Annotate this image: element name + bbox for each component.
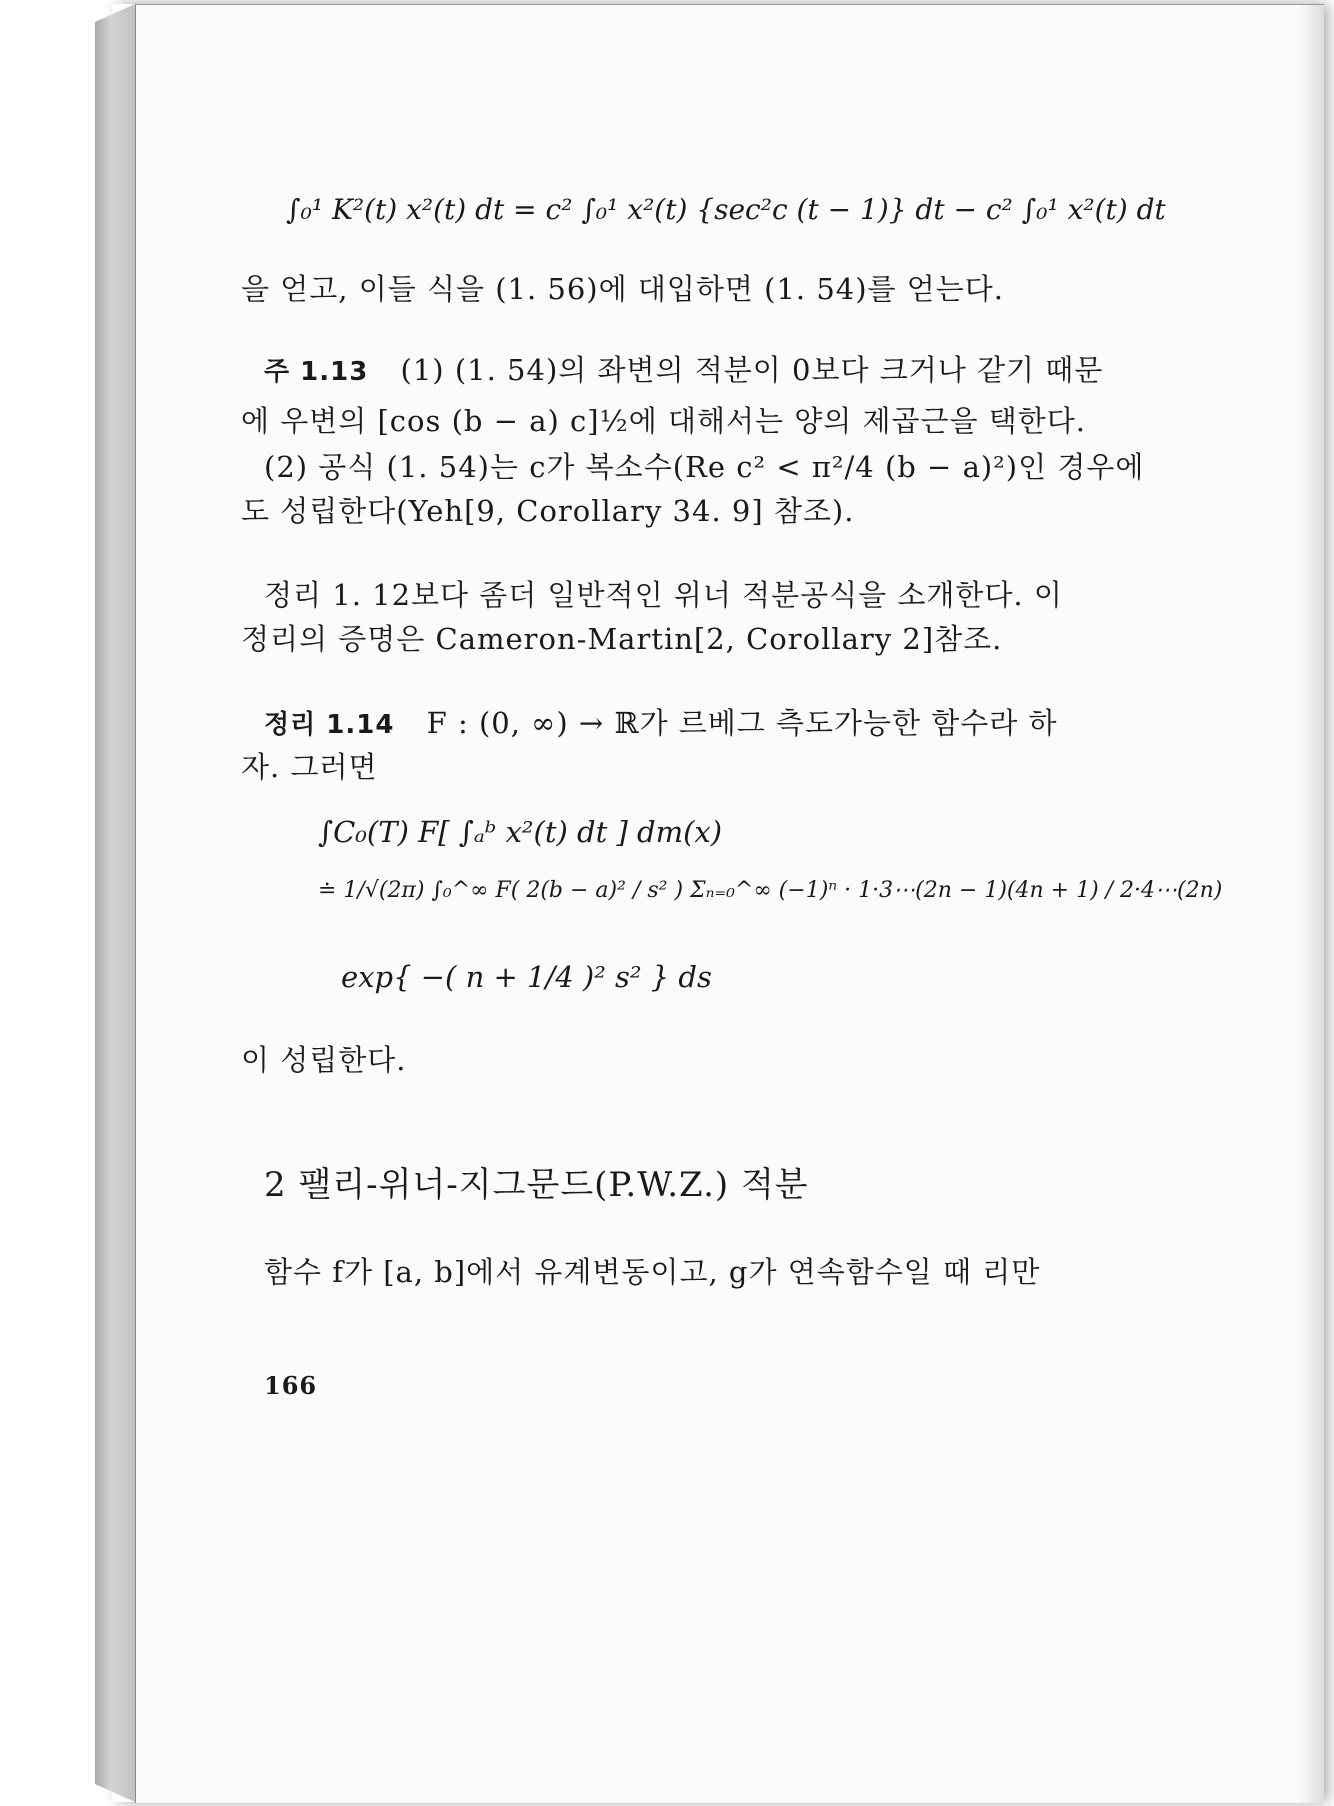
page-number: 166 [264,1371,318,1400]
theorem-first-line [264,701,1058,742]
remark-line-4: 도 성립한다(Yeh[9, Corollary 34. 9] 참조). [241,494,855,528]
book-page [135,4,1324,1803]
paragraph-obtain-1-54: 을 얻고, 이들 식을 (1. 56)에 대입하면 (1. 54)를 얻는다. [241,272,1005,306]
paragraph-general-formula-line-1: 정리 1. 12보다 좀더 일반적인 위너 적분공식을 소개한다. 이 [264,578,1063,612]
section-first-line: 함수 f가 [a, b]에서 유계변동이고, g가 연속함수일 때 리만 [264,1255,1041,1289]
theorem-conclusion: 이 성립한다. [241,1043,407,1077]
remark-line-1: (1) (1. 54)의 좌변의 적분이 0보다 크거나 같기 때문 [400,353,1104,387]
theorem-equation-line-1: ∫C₀(T) F[ ∫ₐᵇ x²(t) dt ] dm(x) [318,815,723,849]
remark-label: 주 1.13 [264,357,369,387]
equation-k-squared: ∫₀¹ K²(t) x²(t) dt = c² ∫₀¹ x²(t) {sec²c (t − 1)} dt − c² ∫₀¹ x²(t) dt [286,193,1166,226]
theorem-equation-line-3: exp{ −( n + 1/4 )² s² } ds [341,960,712,994]
book-spine-edge [95,4,135,1802]
theorem-equation-line-2: ≐ 1/√(2π) ∫₀^∞ F( 2(b − a)² / s² ) Σₙ₌₀^∞ (−1)ⁿ · 1·3⋯(2n − 1)(4n + 1) / 2·4⋯(2n) [318,878,1223,903]
theorem-line-2: 자. 그러면 [241,750,378,784]
remark-line-3: (2) 공식 (1. 54)는 c가 복소수(Re c² < π²/4 (b − a)²)인 경우에 [264,450,1145,484]
theorem-line-1: F : (0, ∞) → ℝ가 르베그 측도가능한 함수라 하 [426,706,1058,740]
theorem-label: 정리 1.14 [264,710,395,740]
remark-first-line [264,348,1103,389]
remark-line-2: 에 우변의 [cos (b − a) c]½에 대해서는 양의 제곱근을 택한다. [241,404,1086,438]
section-heading: 2 팰리-위너-지그문드(P.W.Z.) 적분 [264,1165,809,1205]
paragraph-general-formula-line-2: 정리의 증명은 Cameron-Martin[2, Corollary 2]참조. [241,622,1003,656]
page-edge-shade [1298,5,1324,1803]
